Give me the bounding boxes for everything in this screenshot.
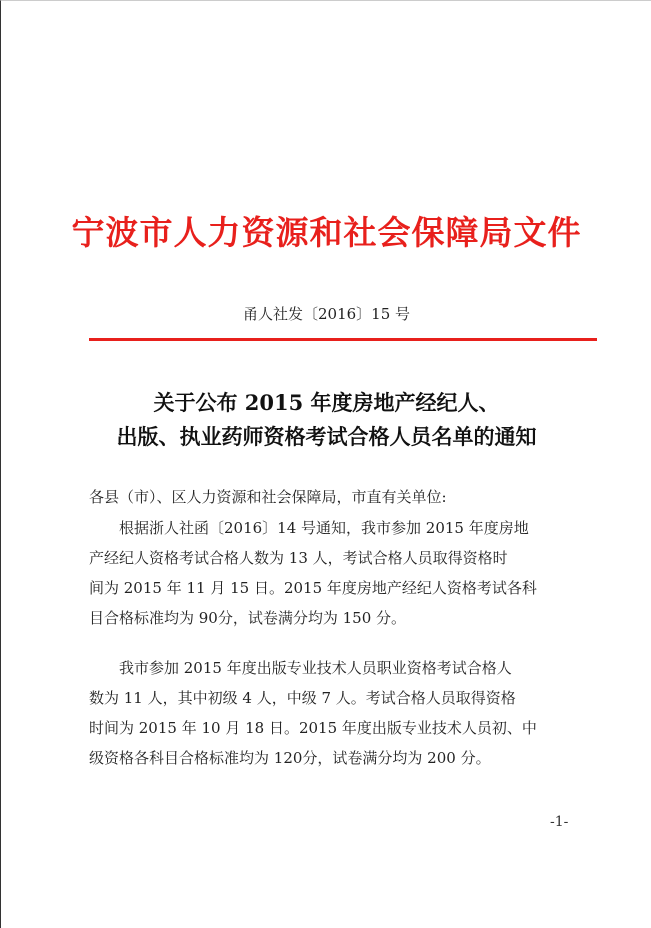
page-number: -1- xyxy=(550,814,569,830)
paragraph-line: 间为 2015 年 11 月 15 日。2015 年度房地产经纪人资格考试各科 xyxy=(89,579,537,597)
salutation: 各县（市）、区人力资源和社会保障局，市直有关单位: xyxy=(89,488,447,506)
agency-header: 宁波市人力资源和社会保障局文件 xyxy=(71,213,582,252)
paragraph-publishing xyxy=(89,653,591,773)
notice-title-line-1: 关于公布 2015 年度房地产经纪人、 xyxy=(153,390,500,415)
paragraph-line: 级资格各科目合格标准均为 120分，试卷满分均为 200 分。 xyxy=(89,749,491,767)
paragraph-line: 目合格标准均为 90分，试卷满分均为 150 分。 xyxy=(89,609,407,627)
paragraph-line: 产经纪人资格考试合格人数为 13 人，考试合格人员取得资格时 xyxy=(89,549,508,567)
paragraph-line: 我市参加 2015 年度出版专业技术人员职业资格考试合格人 xyxy=(119,659,512,677)
notice-title-line-2: 出版、执业药师资格考试合格人员名单的通知 xyxy=(116,424,537,449)
paragraph-line: 根据浙人社函〔2016〕14 号通知，我市参加 2015 年度房地 xyxy=(119,519,529,537)
paragraph-line: 时间为 2015 年 10 月 18 日。2015 年度出版专业技术人员初、中 xyxy=(89,719,537,737)
red-divider-line xyxy=(89,338,597,341)
paragraph-line: 数为 11 人，其中初级 4 人，中级 7 人。考试合格人员取得资格 xyxy=(89,689,516,707)
paragraph-real-estate xyxy=(89,513,591,633)
document-number: 甬人社发〔2016〕15 号 xyxy=(242,305,411,323)
